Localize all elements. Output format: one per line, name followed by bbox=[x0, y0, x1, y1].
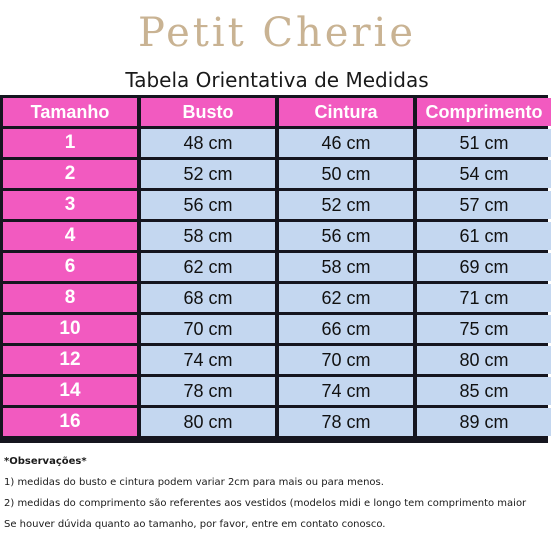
row-cintura: 58 cm bbox=[279, 253, 413, 281]
row-size: 1 bbox=[3, 129, 137, 157]
row-comprimento: 71 cm bbox=[417, 284, 551, 312]
row-size: 4 bbox=[3, 222, 137, 250]
header-cintura: Cintura bbox=[279, 98, 413, 126]
row-cintura: 50 cm bbox=[279, 160, 413, 188]
row-busto: 80 cm bbox=[141, 408, 275, 436]
row-cintura: 74 cm bbox=[279, 377, 413, 405]
brand-logo: Petit Cherie bbox=[137, 10, 417, 56]
row-busto: 78 cm bbox=[141, 377, 275, 405]
row-size: 3 bbox=[3, 191, 137, 219]
row-busto: 52 cm bbox=[141, 160, 275, 188]
row-cintura: 52 cm bbox=[279, 191, 413, 219]
note-line: Se houver dúvida quanto ao tamanho, por favor, entre em contato conosco. bbox=[4, 519, 386, 530]
row-busto: 58 cm bbox=[141, 222, 275, 250]
row-comprimento: 61 cm bbox=[417, 222, 551, 250]
row-comprimento: 89 cm bbox=[417, 408, 551, 436]
row-size: 2 bbox=[3, 160, 137, 188]
row-cintura: 62 cm bbox=[279, 284, 413, 312]
row-busto: 70 cm bbox=[141, 315, 275, 343]
row-size: 10 bbox=[3, 315, 137, 343]
row-comprimento: 51 cm bbox=[417, 129, 551, 157]
row-cintura: 78 cm bbox=[279, 408, 413, 436]
row-busto: 48 cm bbox=[141, 129, 275, 157]
row-comprimento: 85 cm bbox=[417, 377, 551, 405]
row-busto: 74 cm bbox=[141, 346, 275, 374]
row-busto: 56 cm bbox=[141, 191, 275, 219]
row-busto: 68 cm bbox=[141, 284, 275, 312]
row-size: 8 bbox=[3, 284, 137, 312]
header-comprimento: Comprimento bbox=[417, 98, 551, 126]
row-comprimento: 80 cm bbox=[417, 346, 551, 374]
row-comprimento: 75 cm bbox=[417, 315, 551, 343]
row-size: 12 bbox=[3, 346, 137, 374]
row-size: 14 bbox=[3, 377, 137, 405]
page-title: Tabela Orientativa de Medidas bbox=[125, 68, 429, 92]
row-cintura: 70 cm bbox=[279, 346, 413, 374]
header-busto: Busto bbox=[141, 98, 275, 126]
row-comprimento: 54 cm bbox=[417, 160, 551, 188]
row-cintura: 56 cm bbox=[279, 222, 413, 250]
row-size: 6 bbox=[3, 253, 137, 281]
row-cintura: 66 cm bbox=[279, 315, 413, 343]
row-cintura: 46 cm bbox=[279, 129, 413, 157]
row-comprimento: 69 cm bbox=[417, 253, 551, 281]
note-line: 2) medidas do comprimento são referentes aos vestidos (modelos midi e longo tem comprimento maior bbox=[4, 498, 527, 509]
row-size: 16 bbox=[3, 408, 137, 436]
row-comprimento: 57 cm bbox=[417, 191, 551, 219]
header-tamanho: Tamanho bbox=[3, 98, 137, 126]
note-line: 1) medidas do busto e cintura podem variar 2cm para mais ou para menos. bbox=[4, 477, 384, 488]
notes-title: *Observações* bbox=[4, 456, 87, 467]
notes-section bbox=[4, 451, 554, 535]
size-table bbox=[0, 95, 548, 443]
row-busto: 62 cm bbox=[141, 253, 275, 281]
